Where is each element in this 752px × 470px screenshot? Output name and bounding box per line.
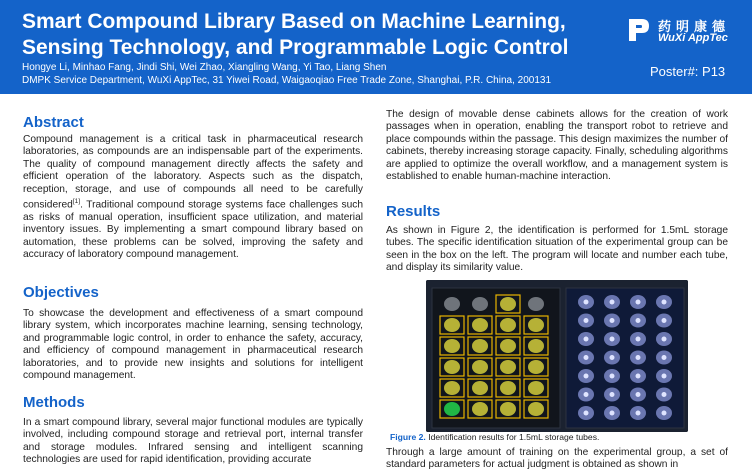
results-text: As shown in Figure 2, the identification is performed for 1.5mL storage tubes. The specific identification situation of the experimental group can be seen in the box on the left. The program will locate and number each tube, and display its similarity value. [386, 225, 728, 274]
storage-tube [528, 381, 544, 395]
tube-cap-center [636, 355, 641, 360]
storage-tube [472, 360, 488, 374]
tube-cap-center [662, 300, 667, 305]
storage-tube [500, 339, 516, 353]
tube-cap-center [584, 337, 589, 342]
results-heading: Results [386, 203, 441, 220]
methods-text: In a smart compound library, several major functional modules are typically involved, including compound storage and retrieval port, internal transfer and storage modules. Infrared sensing and intelligent scanning technologies are used for rapid identification, providing accurate [23, 417, 363, 466]
tube-cap-center [610, 318, 615, 323]
storage-tube [472, 402, 488, 416]
tube-cap-center [636, 392, 641, 397]
storage-tube [500, 402, 516, 416]
tube-rack-photo [426, 280, 688, 432]
figure-caption-label: Figure 2. [390, 432, 426, 442]
tube-cap-center [584, 411, 589, 416]
tube-cap-center [610, 392, 615, 397]
tube-cap-center [584, 374, 589, 379]
tube-cap-center [636, 411, 641, 416]
poster-number: Poster#: P13 [650, 64, 726, 79]
tube-cap-center [662, 411, 667, 416]
tube-cap-center [636, 374, 641, 379]
tube-cap-center [610, 355, 615, 360]
storage-tube [528, 402, 544, 416]
reference-marker: [1] [72, 198, 81, 206]
storage-tube [472, 318, 488, 332]
logo-english-text: WuXi AppTec [658, 32, 728, 44]
tube-cap-center [584, 392, 589, 397]
storage-tube [500, 297, 516, 311]
affiliation: DMPK Service Department, WuXi AppTec, 31 Yiwei Road, Waigaoqiao Free Trade Zone, Shanghai, P.R. China, 200131 [22, 75, 551, 86]
tube-cap-center [584, 318, 589, 323]
tube-cap-center [584, 300, 589, 305]
tube-cap-center [584, 355, 589, 360]
storage-tube [500, 318, 516, 332]
tube-cap-center [662, 392, 667, 397]
storage-tube [528, 339, 544, 353]
poster-header [0, 0, 752, 94]
tube-cap-center [662, 374, 667, 379]
storage-tube [444, 402, 460, 416]
storage-tube [528, 297, 544, 311]
storage-tube [528, 318, 544, 332]
figure-2-caption [390, 432, 599, 443]
tube-cap-center [662, 355, 667, 360]
storage-tube [472, 381, 488, 395]
objectives-heading: Objectives [23, 284, 99, 301]
storage-tube [472, 339, 488, 353]
tube-cap-center [636, 300, 641, 305]
storage-tube [500, 360, 516, 374]
figure-caption-text: Identification results for 1.5mL storage tubes. [428, 432, 600, 442]
tube-cap-center [636, 318, 641, 323]
storage-tube [444, 339, 460, 353]
storage-tube [500, 381, 516, 395]
poster-title: Smart Compound Library Based on Machine Learning, Sensing Technology, and Programmable Logic Control [22, 10, 569, 59]
training-text: Through a large amount of training on the experimental group, a set of standard parameters for actual judgment is obtained as shown in [386, 447, 728, 470]
tube-cap-center [610, 374, 615, 379]
tube-cap-center [636, 337, 641, 342]
objectives-text: To showcase the development and effectiveness of a smart compound library system, which incorporates machine learning, sensing technology, and programmable logic control, in order to enhance the safety, accuracy, and efficiency of compound management in pharmaceutical research laboratories, and to provide new insights and solutions for intelligent compound management. [23, 308, 363, 382]
storage-tube [472, 297, 488, 311]
storage-tube [528, 360, 544, 374]
logo-chinese-text: 药明康德 [658, 19, 731, 34]
storage-tube [444, 381, 460, 395]
design-text: The design of movable dense cabinets allows for the creation of work passages when in operation, enabling the transport robot to retrieve and place compounds within the passage. This design maximizes the number of cabinets, thereby increasing storage capacity. Finally, scheduling algorithms are applied to optimize the overall workflow, and a management system is established to enable human-machine interaction. [386, 109, 728, 183]
abstract-text-part2: . Traditional compound storage systems face challenges such as risks of manual operation, insufficient space utilization, and material inventory issues. By implementing a smart compound library based on automation, these problems can be solved, improving the safety and accuracy of laboratory compound management. [23, 199, 363, 261]
storage-tube [444, 297, 460, 311]
tube-cap-center [610, 337, 615, 342]
tube-cap-center [662, 337, 667, 342]
tube-cap-center [662, 318, 667, 323]
abstract-text-part1: Compound management is a critical task in pharmaceutical research laboratories, as compounds are an indispensable part of the experiments. The quality of compound management directly affects the safety and efficient operation of the laboratory. Aspects such as the dispatch, reception, storage, and use of compounds all need to be carefully considered [23, 134, 363, 211]
storage-tube [444, 360, 460, 374]
figure-2-image [426, 280, 688, 432]
logo-mark-icon [626, 16, 652, 44]
tube-cap-center [610, 411, 615, 416]
methods-heading: Methods [23, 394, 85, 411]
author-list: Hongye Li, Minhao Fang, Jindi Shi, Wei Zhao, Xiangling Wang, Yi Tao, Liang Shen [22, 62, 387, 73]
wuxi-apptec-logo [626, 16, 744, 46]
abstract-heading: Abstract [23, 114, 84, 131]
abstract-text [23, 134, 363, 261]
storage-tube [444, 318, 460, 332]
tube-cap-center [610, 300, 615, 305]
